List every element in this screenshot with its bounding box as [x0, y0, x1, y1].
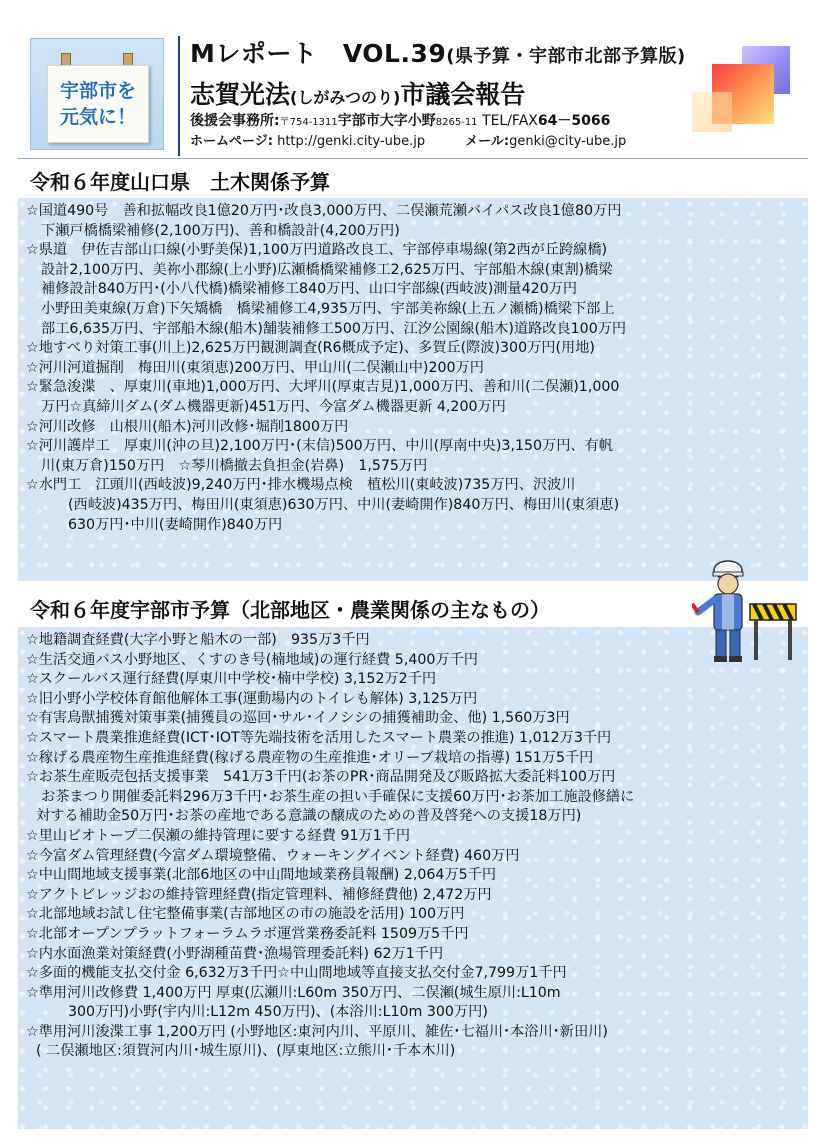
- budget-line: ☆国道490号 善和拡幅改良1億20万円･改良3,000万円、二俣瀬荒瀬バイパス改良1億80万円: [26, 203, 622, 219]
- budget-line: ☆スクールバス運行経費(厚東川中学校･楠中学校) 3,152万2千円: [26, 671, 437, 688]
- budget-line: お茶まつり開催委託料296万3千円･お茶生産の担い手確保に支援60万円･お茶加工施設修繕に: [41, 788, 635, 805]
- budget-line: ☆今富ダム管理経費(今富ダム環境整備、ウォーキングイベント経費) 460万円: [26, 847, 520, 864]
- office-number: 8265-11: [435, 117, 478, 128]
- office-address: [190, 110, 610, 130]
- report-type: 市議会報告: [400, 80, 526, 109]
- budget-line: ☆中山間地域支援事業(北部6地区の中山間地域業務員報酬) 2,064万5千円: [26, 867, 497, 884]
- budget-line: ☆緊急浚渫 、厚東川(車地)1,000万円、大坪川(厚東吉見)1,000万円、善和川(二俣瀬)1,000: [26, 379, 620, 396]
- budget-line: ☆内水面漁業対策経費(小野湖種苗費･漁場管理委託料) 62万1千円: [26, 945, 444, 962]
- budget-line: ☆旧小野小学校体育館他解体工事(運動場内のトイレも解体) 3,125万円: [26, 690, 478, 707]
- budget-line: ☆地すべり対策工事(川上)2,625万円観測調査(R6概成予定)、多賀丘(際波)300万円(用地): [26, 340, 595, 357]
- section-title-prefecture: 令和６年度山口県 土木関係予算: [30, 170, 330, 194]
- logo-card: [47, 65, 149, 143]
- logo-text-line2: 元気に！: [59, 106, 136, 128]
- budget-line: ☆北部地域お試し住宅整備事業(吉部地区の市の施設を活用) 100万円: [26, 906, 465, 923]
- budget-line: ☆有害鳥獣捕獲対策事業(捕獲員の巡回･サル･イノシシの捕獲補助金、他) 1,560万3円: [26, 710, 570, 727]
- office-postcode: 〒754-1311: [279, 117, 338, 128]
- homepage-label: ホームページ:: [190, 134, 273, 149]
- report-title: [190, 34, 686, 70]
- budget-line: ☆生活交通バス小野地区、くすのき号(楠地域)の運行経費 5,400万千円: [26, 651, 478, 668]
- construction-worker-icon: [692, 560, 802, 665]
- header-divider: [178, 36, 180, 156]
- mail-address[interactable]: genki@city-ube.jp: [509, 134, 627, 149]
- budget-line: 設計2,100万円、美祢小郡線(上小野)広瀬橋橋梁補修工2,625万円、宇部船木線(東割)橋梁: [41, 261, 613, 278]
- decorative-square: [692, 92, 732, 132]
- budget-line: ☆河川改修 山根川(船木)河川改修･堀削1800万円: [26, 418, 349, 435]
- header-rule: [18, 158, 808, 159]
- budget-line: ☆北部オープンプラットフォーラムラボ運営業務委託料 1509万5千円: [26, 925, 469, 942]
- report-header: [0, 0, 816, 160]
- title-subtitle: (県予算・宇部市北部予算版): [446, 46, 686, 67]
- prefecture-budget-list: [26, 202, 802, 535]
- city-budget-list: [26, 631, 802, 1062]
- budget-line: ☆稼げる農産物生産推進経費(稼げる農産物の生産推進･オリーブ栽培の指導) 151万5千円: [26, 749, 594, 766]
- budget-line: 川(東万倉)150万円 ☆琴川橋撤去負担金(岩鼻) 1,575万円: [41, 457, 428, 474]
- office-tel-label: TEL/FAX: [477, 113, 538, 129]
- budget-line: 小野田美東線(万倉)下矢矯橋 橋梁補修工4,935万円、宇部美祢線(上五ノ瀬橋)橋梁下部上: [41, 300, 615, 317]
- logo-text-line1: 宇部市を: [59, 80, 136, 102]
- budget-line: ☆お茶生産販売包括支援事業 541万3千円(お茶のPR･商品開発及び販路拡大委託料100万円: [26, 769, 616, 786]
- worker-figure: [692, 561, 743, 662]
- author-name: 志賀光法: [190, 80, 291, 109]
- budget-line: ☆スマート農業推進経費(ICT･IOT等先端技術を活用したスマート農業の推進) 1,012万3千円: [26, 729, 612, 746]
- budget-line: 部工6,635万円、宇部船木線(船木)舗装補修工500万円、江汐公園線(船木)道路改良100万円: [41, 320, 627, 337]
- homepage-url[interactable]: http://genki.city-ube.jp: [272, 134, 426, 149]
- budget-line: 300万円)小野(宇内川:L12m 450万円)、(本浴川:L10m 300万円): [68, 1004, 488, 1021]
- budget-line: ☆水門工 江頭川(西岐波)9,240万円･排水機場点検 植松川(東岐波)735万円、沢波川: [26, 477, 576, 494]
- budget-line: ☆地籍調査経費(大字小野と船木の一部) 935万3千円: [26, 632, 370, 648]
- author-reading: (しがみつのり): [290, 88, 401, 107]
- budget-line: ( 二俣瀬地区:須賀河内川･城生原川)、(厚東地区:立熊川･千本木川): [36, 1043, 456, 1060]
- prefecture-budget-panel: [18, 198, 808, 581]
- budget-line: ☆里山ビオトープ二俣瀬の維持管理に要する経費 91万1千円: [26, 827, 411, 844]
- budget-line: ☆準用河川浚渫工事 1,200万円 (小野地区:東河内川、平原川、雑佐･七福川･本浴川･新田川): [26, 1023, 608, 1040]
- title-main: Mレポート VOL.39: [190, 39, 447, 68]
- budget-line: 630万円･中川(妻崎開作)840万円: [68, 516, 283, 533]
- budget-line: 補修設計840万円･(小八代橋)橋梁補修工840万円、山口宇部線(西岐波)測量420万円: [41, 281, 578, 298]
- barrier-icon: [750, 604, 796, 660]
- city-budget-panel: [18, 627, 808, 1129]
- section-title-city: 令和６年度宇部市予算（北部地区・農業関係の主なもの）: [30, 598, 550, 622]
- contact-line: [190, 130, 626, 149]
- budget-line: ☆アクトビレッジおの維持管理経費(指定管理料、補修経費他) 2,472万円: [26, 886, 492, 903]
- budget-line: 下瀬戸橋橋梁補修(2,100万円)、善和橋設計(4,200万円): [41, 222, 400, 239]
- budget-line: ☆準用河川改修費 1,400万円 厚東(広瀬川:L60m 350万円、二俣瀬(城生原川:L10m: [26, 984, 561, 1001]
- budget-line: 対する補助金50万円･お茶の産地である意識の醸成のための普及啓発への支援18万円): [36, 808, 582, 825]
- budget-line: ☆河川河道掘削 梅田川(東須恵)200万円、甲山川(二俣瀬山中)200万円: [26, 359, 484, 376]
- budget-line: ☆県道 伊佐吉部山口線(小野美保)1,100万円道路改良工、宇部停車場線(第2西が丘跨線橋): [26, 242, 608, 259]
- logo-sign: [30, 38, 164, 150]
- budget-line: (西岐波)435万円、梅田川(東須恵)630万円、中川(妻崎開作)840万円、梅田川(東須恵): [68, 496, 620, 513]
- author-line: [190, 75, 525, 111]
- mail-label: メール:: [465, 134, 510, 149]
- office-phone: 64－5066: [537, 113, 611, 129]
- office-label: 後援会事務所:: [190, 113, 280, 129]
- budget-line: ☆多面的機能支払交付金 6,632万3千円☆中山間地域等直接支払交付金7,799万1千円: [26, 965, 567, 982]
- budget-line: 万円☆真締川ダム(ダム機器更新)451万円、今富ダム機器更新 4,200万円: [41, 398, 506, 415]
- budget-line: ☆河川護岸工 厚東川(沖の旦)2,100万円･(末信)500万円、中川(厚南中央)3,150万円、有帆: [26, 438, 613, 455]
- office-street: 宇部市大字小野: [337, 113, 436, 129]
